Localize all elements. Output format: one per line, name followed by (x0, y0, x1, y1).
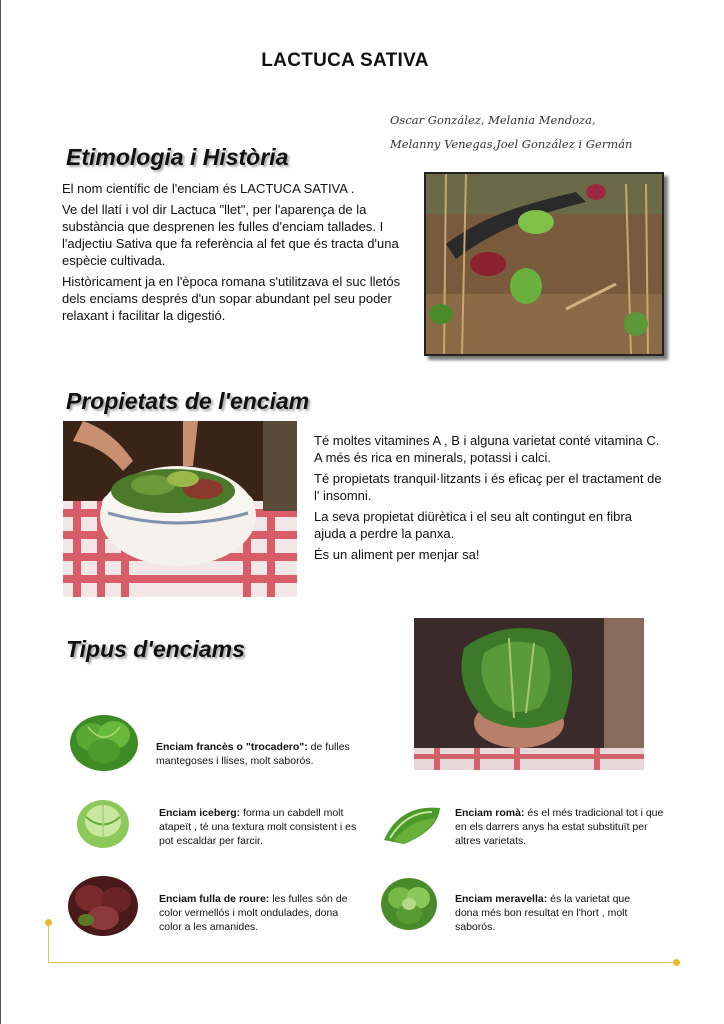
caption-iceberg-name: Enciam iceberg: (159, 807, 241, 819)
page-title: LACTUCA SATIVA (261, 50, 429, 71)
etimologia-text (62, 180, 412, 328)
iceberg-lettuce-icon (76, 797, 130, 849)
border-dot-top (45, 919, 52, 926)
authors (390, 108, 632, 156)
border-dot-right (673, 959, 680, 966)
propietats-p3: La seva propietat diürètica i el seu alt contingut en fibra ajuda a perdre la panxa. (314, 509, 632, 541)
authors-line-1: Oscar González, Melania Mendoza, (390, 113, 596, 127)
caption-francesa-name: Enciam francès o "trocadero": (156, 741, 308, 753)
caption-iceberg (159, 806, 367, 848)
caption-roma (455, 806, 665, 848)
border-line-horizontal (48, 962, 676, 963)
etimologia-p1: El nom científic de l'enciam és LACTUCA SATIVA . (62, 181, 355, 196)
caption-roure-name: Enciam fulla de roure: (159, 893, 270, 905)
roure-lettuce-icon (66, 870, 140, 938)
caption-roure (159, 892, 359, 934)
caption-roma-desc: és el més tradicional tot i que en els darrers anys ha estat substituït per altres varietats. (455, 807, 664, 847)
francesa-lettuce-icon (68, 707, 140, 773)
etimologia-p2: Ve del llatí i vol dir Lactuca "llet", per l'aparença de la substància que desprenen les fulles d'enciam tallades. I l'adjectiu Sativa que fa referència al fet que és tracta d'una espècie cultivada. (62, 202, 399, 268)
authors-line-2: Melanny Venegas,Joel González i Germán (390, 137, 633, 151)
garden-photo (424, 172, 664, 356)
caption-meravella-desc: és la varietat que dona més bon resultat en l'hort , molt saborós. (455, 893, 631, 933)
heading-propietats: Propietats de l'enciam (66, 388, 310, 414)
propietats-p2: Té propietats tranquil·litzants i és eficaç per el tractament de l' insomni. (314, 471, 662, 503)
caption-roure-desc: les fulles són de color vermellós i molt ondulades, dona color a les amanides. (159, 893, 348, 933)
lettuce-hands-photo (414, 618, 644, 770)
salad-bowl-photo (63, 421, 297, 597)
propietats-text (314, 432, 662, 567)
caption-francesa-desc: de fulles mantegoses i llises, molt saborós. (156, 741, 350, 767)
propietats-p1: Té moltes vitamines A , B i alguna varietat conté vitamina C. A més és rica en minerals, potassi i calci. (314, 433, 660, 465)
border-line-vertical (48, 924, 49, 962)
caption-roma-name: Enciam romà: (455, 807, 525, 819)
caption-meravella-name: Enciam meravella: (455, 893, 548, 905)
roma-lettuce-icon (380, 800, 444, 846)
page-edge (0, 0, 1, 1024)
caption-iceberg-desc: forma un cabdell molt atapeït , té una textura molt consistent i es pot escaldar per farcir. (159, 807, 357, 847)
meravella-lettuce-icon (380, 874, 438, 932)
etimologia-p3: Històricament ja en l'època romana s'utilitzava el suc lletós dels enciams després d'un sopar abundant pel seu poder relaxant i facilitar la digestió. (62, 274, 401, 323)
heading-etimologia: Etimologia i Història (66, 144, 289, 170)
propietats-p4: És un aliment per menjar sa! (314, 547, 480, 562)
heading-tipus: Tipus d'enciams (66, 636, 245, 662)
caption-francesa (156, 740, 366, 768)
caption-meravella (455, 892, 655, 934)
